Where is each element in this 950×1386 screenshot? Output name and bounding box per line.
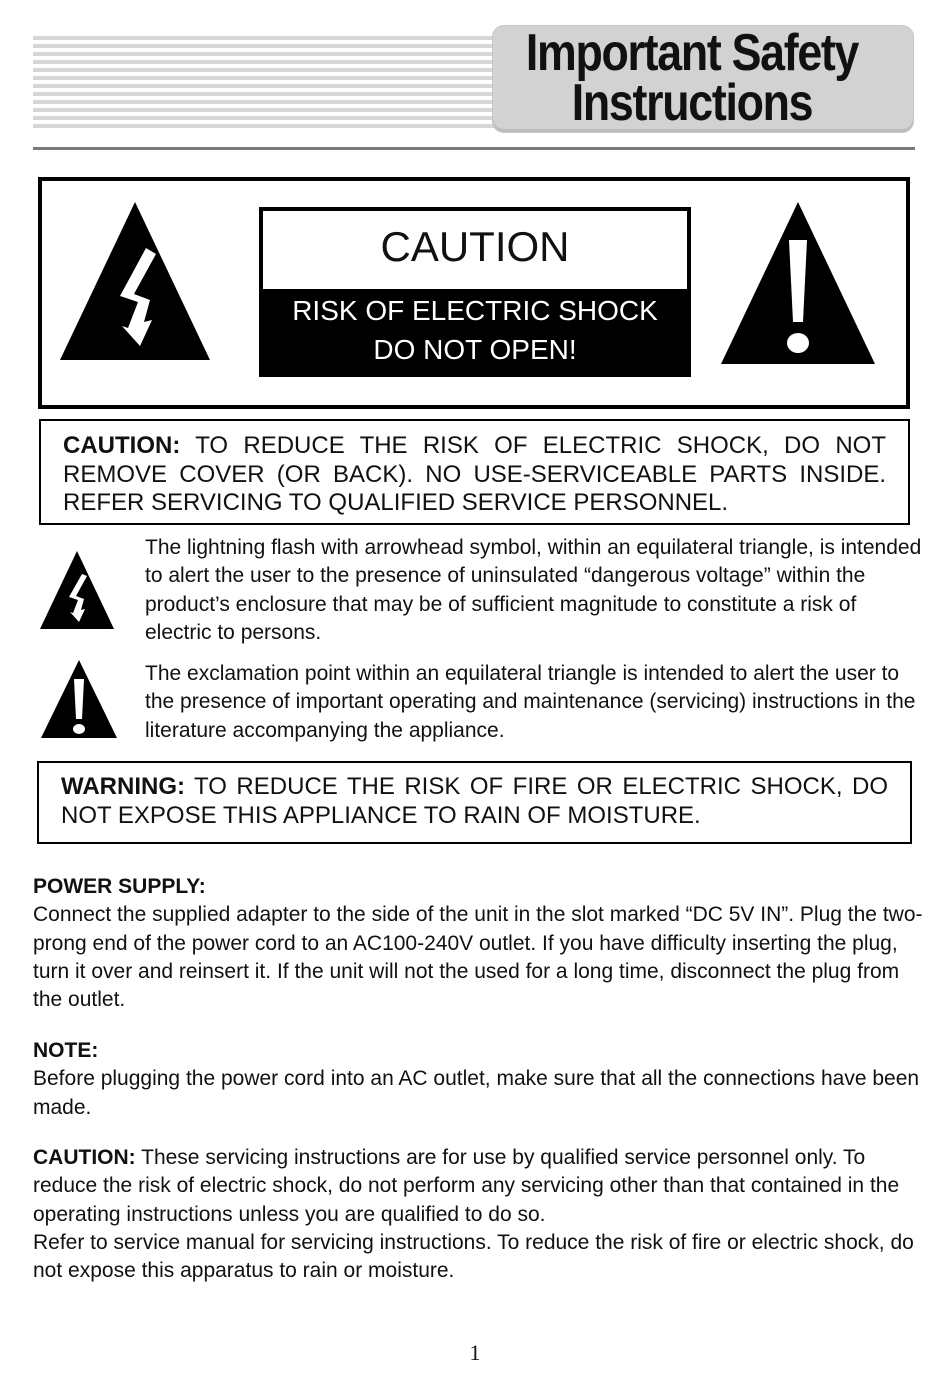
- service-caution-lead: CAUTION:: [33, 1146, 136, 1169]
- lightning-warning-triangle-icon: [58, 200, 212, 362]
- title-line-2: Instructions: [571, 74, 813, 132]
- service-caution-text-2: Refer to service manual for servicing instructions. To reduce the risk of fire or electric shock, do not expose this apparatus to rain or moisture.: [33, 1230, 914, 1283]
- warning-notice-lead: WARNING:: [61, 773, 185, 800]
- caution-notice-text: [63, 432, 886, 518]
- warning-notice-text: [61, 773, 888, 830]
- note-heading: NOTE:: [33, 1039, 99, 1062]
- caution-notice-box: [39, 419, 910, 525]
- header-stripes: [33, 36, 503, 128]
- power-supply-heading: POWER SUPPLY:: [33, 875, 206, 898]
- header-divider: [33, 147, 915, 150]
- caution-notice-body: TO REDUCE THE RISK OF ELECTRIC SHOCK, DO NOT REMOVE COVER (OR BACK). NO USE-SERVICEABLE PARTS INSIDE. REFER SERVICING TO QUALIFIED SERVICE PERSONNEL.: [63, 432, 887, 516]
- caution-label-line-1: RISK OF ELECTRIC SHOCK: [292, 295, 658, 326]
- note-text: Before plugging the power cord into an AC outlet, make sure that all the connections have been made.: [33, 1067, 920, 1119]
- title-line-1: Important Safety: [525, 24, 859, 82]
- lightning-symbol-description: The lightning flash with arrowhead symbol, within an equilateral triangle, is intended to alert the user to the presence of uninsulated “dangerous voltage” within the product’s enclosure that may be of sufficient magnitude to constitute a risk of electric to persons.: [145, 536, 922, 644]
- page-title: [520, 24, 864, 132]
- note-section: [33, 1037, 923, 1122]
- warning-notice-box: [37, 761, 912, 844]
- service-caution-text: These servicing instructions are for use by qualified service personnel only. To reduce the risk of electric shock, do not perform any servicing other than that contained in the operating instructions unless you are qualified to do so.: [33, 1146, 900, 1226]
- exclamation-warning-triangle-icon: [719, 200, 877, 366]
- exclamation-symbol-icon: [40, 659, 118, 739]
- caution-label-title: CAUTION: [263, 211, 687, 289]
- caution-label-line-2: DO NOT OPEN!: [373, 334, 577, 365]
- lightning-symbol-icon: [39, 550, 115, 630]
- service-caution-section: [33, 1144, 923, 1285]
- caution-label-message: [263, 291, 687, 369]
- power-supply-text: Connect the supplied adapter to the side of the unit in the slot marked “DC 5V IN”. Plug the two-prong end of the power cord to an AC100-240V outlet. If you have difficulty inserting the plug, turn it over and reinsert it. If the unit will not the used for a long time, disconnect the plug from the outlet.: [33, 903, 923, 1012]
- page-number: 1: [469, 1340, 481, 1365]
- power-supply-section: [33, 873, 923, 1014]
- exclamation-symbol-description: The exclamation point within an equilateral triangle is intended to alert the user to the presence of important operating and maintenance (servicing) instructions in the literature accompanying the appliance.: [145, 662, 916, 742]
- caution-notice-lead: CAUTION:: [63, 432, 181, 459]
- caution-label: [259, 207, 691, 377]
- warning-notice-body: TO REDUCE THE RISK OF FIRE OR ELECTRIC SHOCK, DO NOT EXPOSE THIS APPLIANCE TO RAIN OF MOISTURE.: [61, 773, 889, 829]
